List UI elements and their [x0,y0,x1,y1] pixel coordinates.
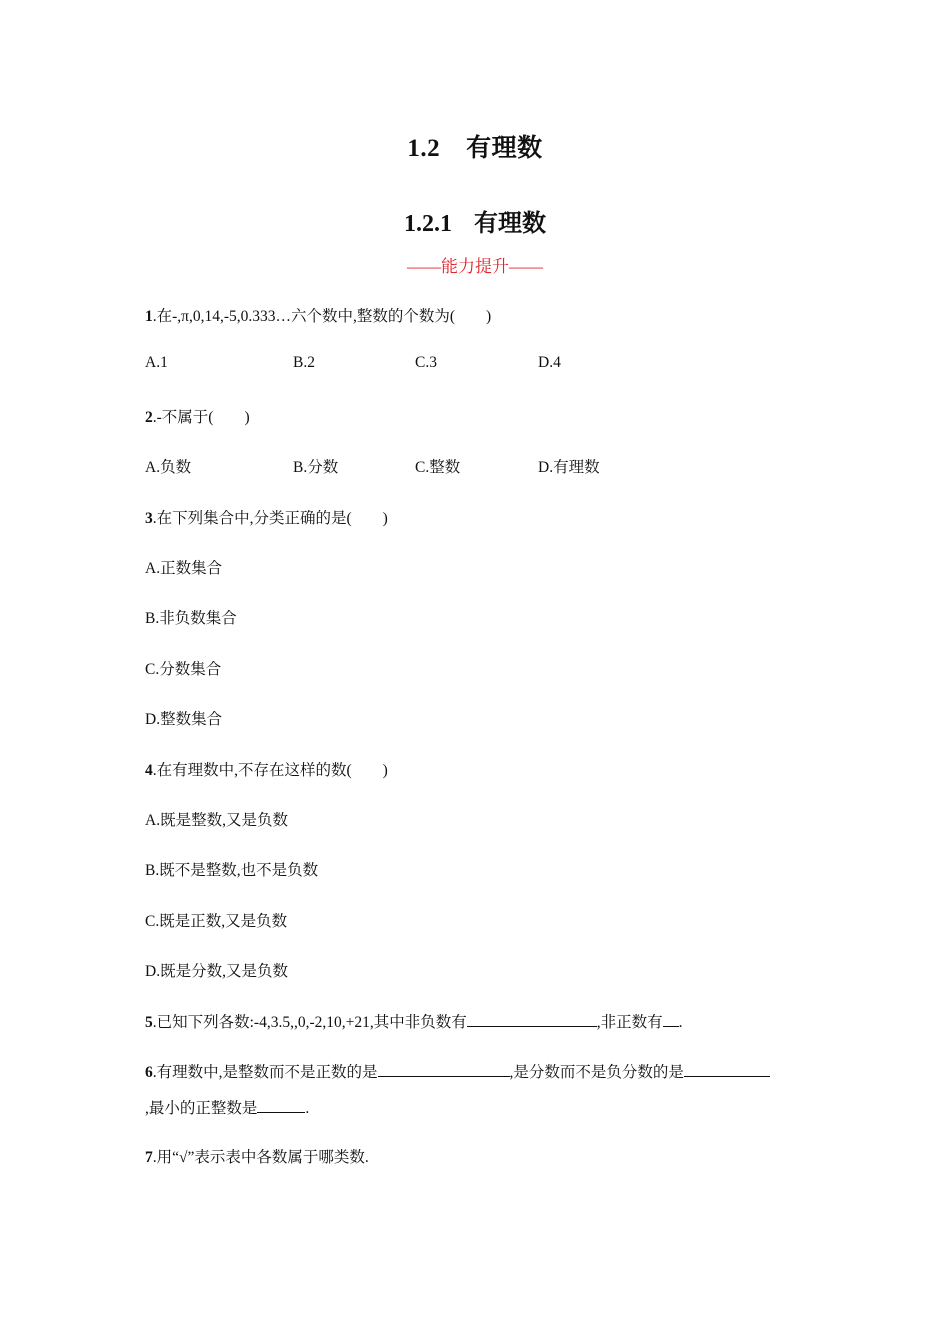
question-6 [145,1060,770,1082]
question-number: 4 [145,762,153,779]
option-b: B.分数 [293,459,339,476]
question-text: .在有理数中,不存在这样的数( ) [152,762,388,779]
question-7 [145,1145,369,1167]
answer-blank[interactable] [257,1098,305,1113]
option-c: C.3 [415,354,437,371]
option-c: C.整数 [415,459,461,476]
option-a: A.1 [145,354,168,371]
subsection-name: 有理数 [474,211,546,237]
answer-blank[interactable] [378,1062,510,1077]
section-label: ——能力提升—— [407,257,543,276]
question-text: . [305,1100,310,1117]
question-text: .用“√”表示表中各数属于哪类数. [152,1149,369,1166]
option-b: B.既不是整数,也不是负数 [145,862,319,879]
option-d: D.既是分数,又是负数 [145,963,288,980]
question-text: . [678,1014,683,1031]
page-title [0,128,950,164]
option-d: D.有理数 [538,459,600,476]
question-3 [145,506,388,528]
subsection-number: 1.2.1 [404,211,452,237]
question-number: 5 [145,1014,153,1031]
option-b: B.非负数集合 [145,610,237,627]
answer-blank[interactable] [663,1012,679,1027]
question-text: .在下列集合中,分类正确的是( ) [152,510,388,527]
answer-blank[interactable] [467,1012,597,1027]
question-number: 6 [145,1064,153,1081]
question-text: ,最小的正整数是 [145,1100,258,1117]
question-6-continued [145,1096,309,1118]
question-1 [145,304,491,326]
options-1 [145,354,845,376]
question-text: .-不属于( ) [152,409,250,426]
option-c: C.分数集合 [145,661,222,678]
option-a: A.正数集合 [145,560,223,577]
option-c: C.既是正数,又是负数 [145,913,288,930]
question-number: 2 [145,409,153,426]
option-d: D.整数集合 [145,711,223,728]
question-text: .已知下列各数:-4,3.5,,0,-2,10,+21,其中非负数有 [152,1014,467,1031]
question-text: ,是分数而不是负分数的是 [509,1064,684,1081]
question-number: 7 [145,1149,153,1166]
question-2 [145,405,250,427]
question-text: .在-,π,0,14,-5,0.333…六个数中,整数的个数为( ) [152,308,492,325]
option-d: D.4 [538,354,561,371]
question-number: 1 [145,308,153,325]
section-number: 1.2 [407,135,441,162]
question-number: 3 [145,510,153,527]
question-5 [145,1010,683,1032]
option-a: A.既是整数,又是负数 [145,812,288,829]
section-name: 有理数 [466,135,543,162]
page-subtitle [0,203,950,238]
option-a: A.负数 [145,459,192,476]
option-b: B.2 [293,354,315,371]
answer-blank[interactable] [684,1062,770,1077]
options-2 [145,455,845,477]
question-text: ,非正数有 [596,1014,663,1031]
question-text: .有理数中,是整数而不是正数的是 [152,1064,378,1081]
question-4 [145,758,388,780]
